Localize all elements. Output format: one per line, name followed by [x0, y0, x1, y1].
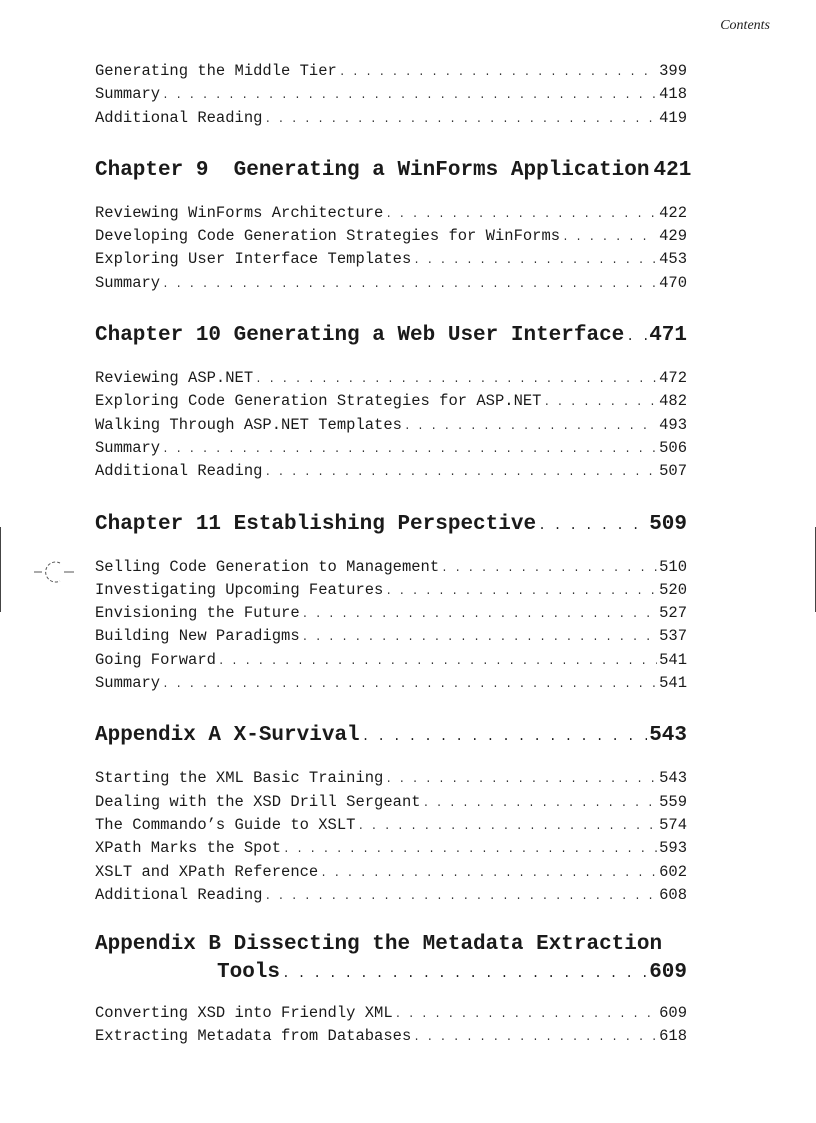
entry-title: Going Forward	[95, 650, 216, 669]
entry-page: 618	[659, 1027, 687, 1046]
entry-page: 418	[659, 85, 687, 104]
entry-title: Summary	[95, 85, 161, 104]
dot-leader	[395, 1002, 657, 1027]
entry-title: Selling Code Generation to Management	[95, 557, 440, 576]
entry-title: Envisioning the Future	[95, 604, 300, 623]
toc-section	[95, 931, 687, 1049]
toc-entry[interactable]	[95, 602, 687, 625]
toc-entry[interactable]	[95, 202, 687, 225]
entry-title: Generating the Middle Tier	[95, 62, 337, 80]
dot-leader	[162, 672, 657, 697]
chapter-page: 471	[649, 324, 687, 348]
entry-page: 493	[659, 415, 687, 434]
toc-entry[interactable]	[95, 1002, 687, 1025]
toc-section	[95, 508, 687, 696]
entry-page: 559	[659, 792, 687, 811]
dot-leader	[413, 1025, 657, 1050]
toc-entry[interactable]	[95, 107, 687, 130]
dot-leader	[339, 60, 657, 85]
entry-title: Reviewing ASP.NET	[95, 369, 254, 388]
dot-leader	[413, 248, 657, 273]
entry-page: 419	[659, 108, 687, 127]
chapter-page: 421	[653, 158, 692, 182]
entry-page: 527	[659, 604, 687, 623]
dot-leader	[162, 272, 657, 297]
running-head: Contents	[720, 18, 770, 33]
entry-title: Summary	[95, 273, 161, 292]
dot-leader	[362, 719, 648, 754]
toc-section	[95, 719, 687, 907]
toc-entry[interactable]	[95, 649, 687, 672]
entry-page: 399	[659, 62, 687, 80]
entry-title: Dealing with the XSD Drill Sergeant	[95, 792, 421, 811]
entry-page: 593	[659, 839, 687, 858]
entry-page: 510	[659, 557, 687, 576]
toc-entry[interactable]	[95, 884, 687, 907]
dot-leader	[264, 884, 657, 909]
toc-entry[interactable]	[95, 1025, 687, 1048]
entry-title: Building New Paradigms	[95, 627, 300, 646]
entry-page: 507	[659, 462, 687, 481]
dot-leader	[264, 107, 657, 132]
entry-page: 506	[659, 438, 687, 457]
table-of-contents	[95, 60, 692, 1049]
toc-entry[interactable]	[95, 60, 687, 83]
toc-section	[95, 60, 687, 130]
chapter-page: 609	[649, 961, 687, 985]
entry-title: XPath Marks the Spot	[95, 839, 282, 858]
dot-leader	[255, 367, 657, 392]
dot-leader	[302, 602, 657, 627]
toc-entry[interactable]	[95, 83, 687, 106]
toc-entry[interactable]	[95, 556, 687, 579]
toc-entry[interactable]	[95, 414, 687, 437]
chapter-heading[interactable]	[95, 319, 687, 353]
chapter-heading[interactable]	[95, 719, 687, 753]
chapter-page: 543	[649, 724, 687, 748]
entry-title: Walking Through ASP.NET Templates	[95, 415, 402, 434]
entry-page: 541	[659, 674, 687, 693]
toc-entry[interactable]	[95, 460, 687, 483]
toc-entry[interactable]	[95, 791, 687, 814]
entry-title: The Commando’s Guide to XSLT	[95, 815, 356, 834]
toc-entry[interactable]	[95, 579, 687, 602]
dot-leader	[162, 83, 657, 108]
chapter-page: 509	[649, 512, 687, 536]
dot-leader	[264, 460, 657, 485]
entry-page: 429	[659, 227, 687, 246]
chapter-title: Chapter 9 Generating a WinForms Application	[95, 158, 650, 182]
entry-page: 609	[659, 1004, 687, 1023]
toc-entry[interactable]	[95, 837, 687, 860]
toc-entry[interactable]	[95, 225, 687, 248]
entry-page: 541	[659, 650, 687, 669]
dot-leader	[385, 767, 657, 792]
chapter-heading[interactable]	[95, 508, 687, 542]
toc-entry[interactable]	[95, 861, 687, 884]
dot-leader	[538, 508, 647, 543]
dot-leader	[404, 414, 657, 439]
toc-entry[interactable]	[95, 367, 687, 390]
dot-leader	[626, 319, 647, 354]
entry-title: Developing Code Generation Strategies for WinForms	[95, 227, 561, 246]
entry-page: 472	[659, 369, 687, 388]
entry-page: 608	[659, 885, 687, 904]
entry-title: Exploring User Interface Templates	[95, 250, 412, 269]
dot-leader	[283, 837, 657, 862]
dot-leader	[423, 791, 658, 816]
toc-section	[95, 319, 687, 483]
toc-entry[interactable]	[95, 814, 687, 837]
entry-page: 470	[659, 273, 687, 292]
entry-title: Additional Reading	[95, 885, 263, 904]
entry-title: Summary	[95, 674, 161, 693]
chapter-heading[interactable]	[95, 154, 692, 188]
entry-page: 537	[659, 627, 687, 646]
entry-title: Extracting Metadata from Databases	[95, 1027, 412, 1046]
entry-title: Summary	[95, 438, 161, 457]
dot-leader	[441, 556, 657, 581]
dot-leader	[543, 390, 657, 415]
chapter-title: Chapter 11 Establishing Perspective	[95, 512, 537, 536]
dot-leader	[320, 861, 657, 886]
crop-mark-left	[0, 527, 1, 612]
entry-title: Additional Reading	[95, 462, 263, 481]
entry-title: Reviewing WinForms Architecture	[95, 203, 384, 222]
dot-leader	[218, 649, 657, 674]
entry-title: Investigating Upcoming Features	[95, 580, 384, 599]
toc-entry[interactable]	[95, 437, 687, 460]
registration-mark-icon	[34, 560, 74, 584]
entry-title: Converting XSD into Friendly XML	[95, 1004, 393, 1023]
chapter-heading[interactable]	[95, 931, 687, 988]
dot-leader	[562, 225, 657, 250]
dot-leader	[385, 579, 657, 604]
toc-entry[interactable]	[95, 248, 687, 271]
toc-entry[interactable]	[95, 672, 687, 695]
entry-page: 602	[659, 862, 687, 881]
entry-title: Exploring Code Generation Strategies for ASP.NET	[95, 392, 542, 411]
dot-leader	[302, 625, 657, 650]
entry-page: 422	[659, 203, 687, 222]
toc-entry[interactable]	[95, 272, 687, 295]
entry-page: 482	[659, 392, 687, 411]
chapter-title: Chapter 10 Generating a Web User Interface	[95, 324, 625, 348]
entry-page: 543	[659, 769, 687, 788]
dot-leader	[385, 202, 657, 227]
toc-entry[interactable]	[95, 390, 687, 413]
entry-title: Starting the XML Basic Training	[95, 769, 384, 788]
chapter-title-line2: Tools	[217, 961, 281, 985]
entry-page: 574	[659, 815, 687, 834]
dot-leader	[357, 814, 657, 839]
toc-section	[95, 154, 692, 295]
dot-leader	[282, 959, 647, 988]
entry-title: Additional Reading	[95, 108, 263, 127]
entry-page: 453	[659, 250, 687, 269]
dot-leader	[162, 437, 657, 462]
chapter-title: Appendix A X-Survival	[95, 724, 360, 748]
toc-entry[interactable]	[95, 625, 687, 648]
chapter-title-line1: Appendix B Dissecting the Metadata Extraction	[95, 933, 663, 957]
entry-title: XSLT and XPath Reference	[95, 862, 319, 881]
entry-page: 520	[659, 580, 687, 599]
toc-entry[interactable]	[95, 767, 687, 790]
